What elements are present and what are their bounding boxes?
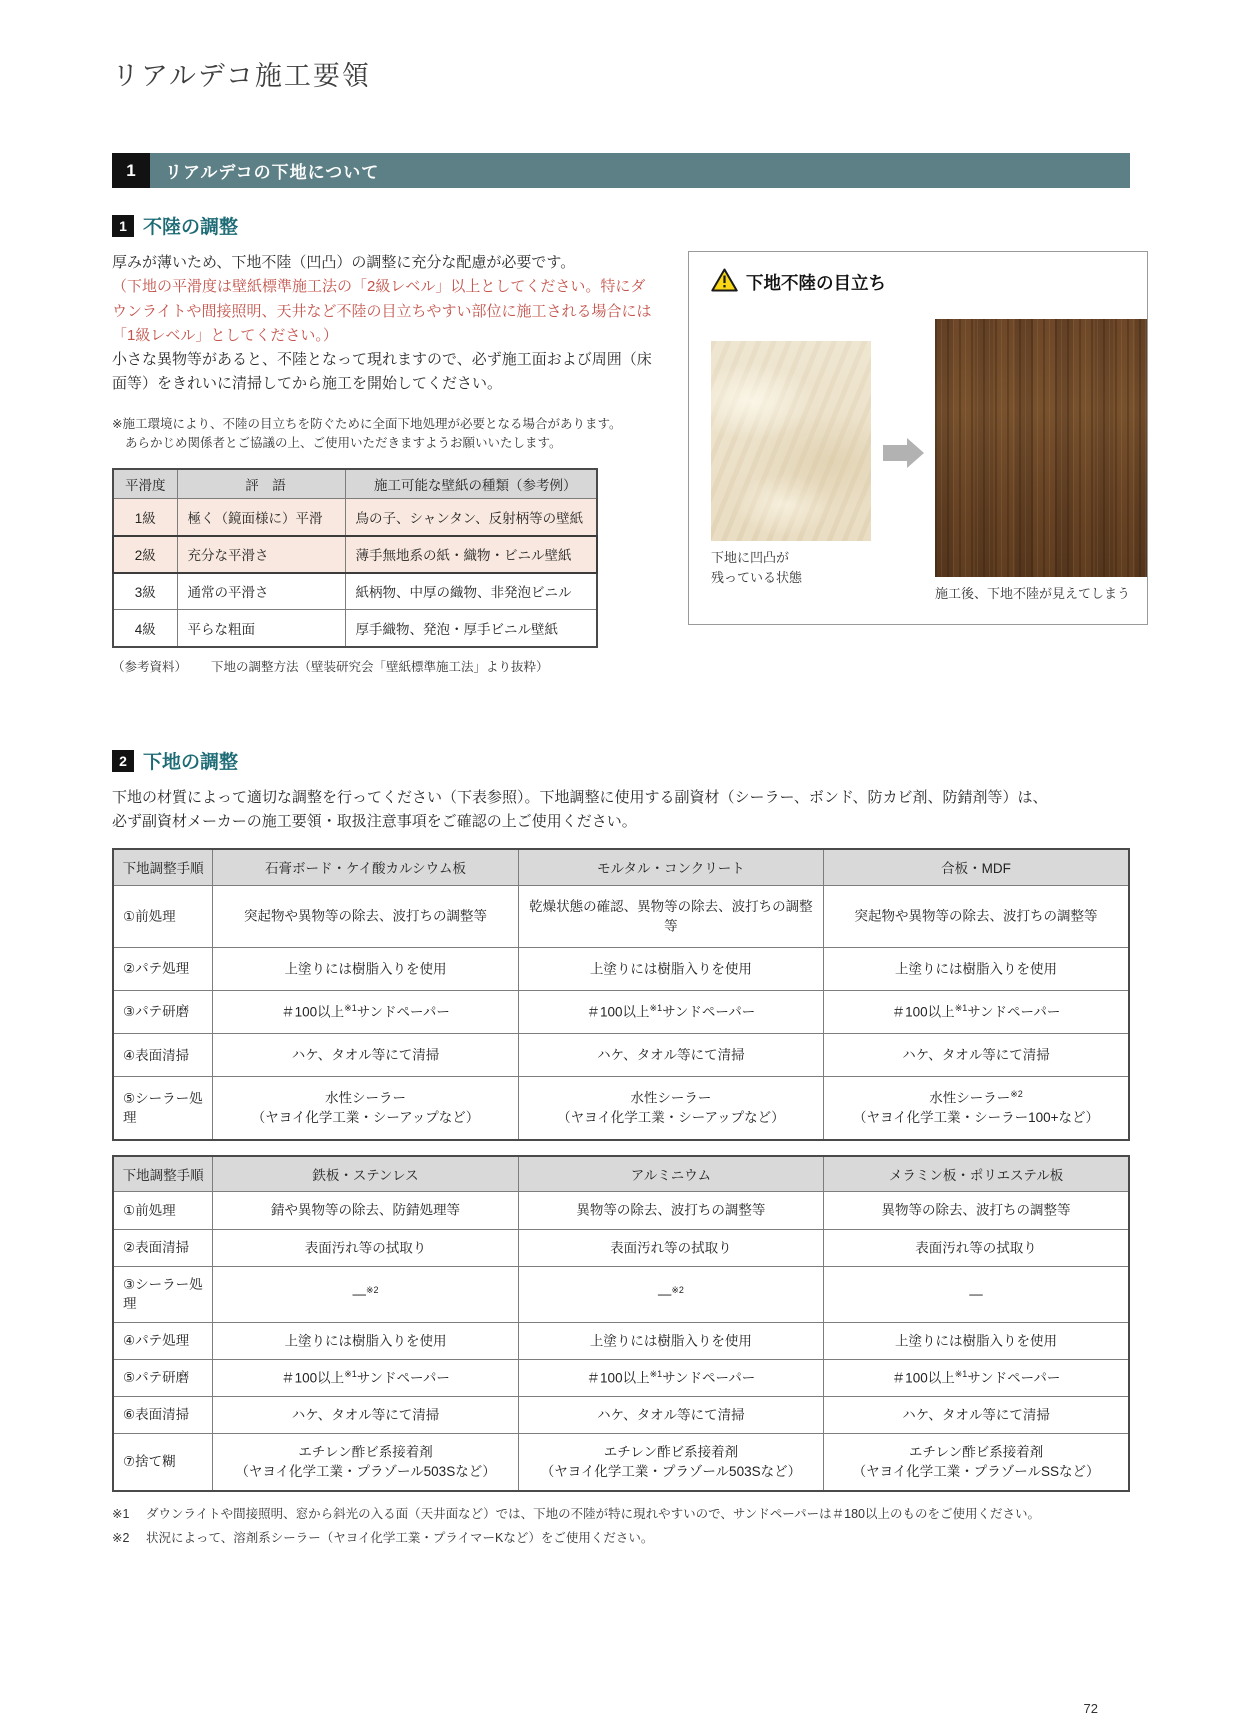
table-header-row [113, 849, 1129, 885]
figure-caption-right: 施工後、下地不陸が見えてしまう [935, 586, 1131, 601]
table-cell: ハケ、タオル等にて清掃 [824, 1396, 1129, 1433]
table-cell: 充分な平滑さ [177, 536, 345, 573]
table-cell: 紙柄物、中厚の織物、非発泡ビニル [345, 573, 597, 610]
intro-line: 必ず副資材メーカーの施工要領・取扱注意事項をご確認の上ご使用ください。 [112, 813, 637, 830]
section-1-number: 1 [112, 153, 150, 188]
table-row [113, 1433, 1129, 1490]
table-cell: 4級 [113, 610, 177, 647]
row-label: ⑥表面清掃 [113, 1396, 213, 1433]
table-row [113, 1034, 1129, 1077]
table-cell: エチレン酢ビ系接着剤 （ヤヨイ化学工業・プラゾール503Sなど） [213, 1433, 518, 1490]
row-label: ①前処理 [113, 1192, 213, 1229]
figure-content [711, 319, 1147, 604]
column-header: 合板・MDF [824, 849, 1129, 885]
table-cell: 1級 [113, 499, 177, 536]
column-header: 評 語 [177, 469, 345, 499]
row-label: ③シーラー処理 [113, 1266, 213, 1322]
subsection-1-heading [112, 212, 1130, 239]
table-header-row [113, 1156, 1129, 1192]
table-cell: ハケ、タオル等にて清掃 [824, 1034, 1129, 1077]
row-label: ⑤シーラー処理 [113, 1077, 213, 1140]
table-row [113, 1192, 1129, 1229]
footnote-1 [112, 1505, 1130, 1524]
table-cell: 表面汚れ等の拭取り [824, 1229, 1129, 1266]
table-row [113, 573, 597, 610]
row-label: ⑤パテ研磨 [113, 1359, 213, 1396]
footnote-label: ※2 [112, 1531, 130, 1546]
smoothness-table [112, 468, 598, 648]
table-row [113, 610, 597, 647]
table-cell: 上塗りには樹脂入りを使用 [824, 1322, 1129, 1359]
subsection-2-number: 2 [112, 750, 134, 772]
paragraph: 厚みが薄いため、下地不陸（凹凸）の調整に充分な配慮が必要です。 [112, 254, 576, 271]
subsection-2-heading [112, 747, 1130, 774]
note-line: あらかじめ関係者とご協議の上、ご使用いただきますようお願いいたします。 [125, 436, 562, 451]
caption-text: 下地の調整方法（壁装研究会「壁紙標準施工法」より抜粋） [211, 659, 549, 674]
table-cell: — [824, 1266, 1129, 1322]
table-cell: —$^{※2}$ [213, 1266, 518, 1322]
table-cell: 乾燥状態の確認、異物等の除去、波打ちの調整等 [518, 885, 823, 948]
table-cell: —$^{※2}$ [518, 1266, 823, 1322]
warning-icon [711, 268, 738, 297]
caption-label: （参考資料） [112, 659, 188, 674]
table-row [113, 885, 1129, 948]
table-cell: 厚手織物、発泡・厚手ビニル壁紙 [345, 610, 597, 647]
row-label: ①前処理 [113, 885, 213, 948]
table-cell: 水性シーラー （ヤヨイ化学工業・シーアップなど） [213, 1077, 518, 1140]
table-row [113, 1229, 1129, 1266]
table-cell: 上塗りには樹脂入りを使用 [213, 1322, 518, 1359]
column-header: モルタル・コンクリート [518, 849, 823, 885]
table-cell: ハケ、タオル等にて清掃 [518, 1396, 823, 1433]
subsection-1-number: 1 [112, 215, 134, 237]
column-header: アルミニウム [518, 1156, 823, 1192]
table-cell: ハケ、タオル等にて清掃 [518, 1034, 823, 1077]
section-1-title: リアルデコの下地について [165, 163, 380, 182]
column-header: メラミン板・ポリエステル板 [824, 1156, 1129, 1192]
table-row [113, 1322, 1129, 1359]
subsection-2-intro [112, 786, 1130, 834]
table-cell: 表面汚れ等の拭取り [213, 1229, 518, 1266]
table-cell: ハケ、タオル等にて清掃 [213, 1396, 518, 1433]
table-cell: 薄手無地系の紙・織物・ビニル壁紙 [345, 536, 597, 573]
figure-right-column [935, 319, 1147, 604]
table-cell: 水性シーラー$^{※2}$ （ヤヨイ化学工業・シーラー100+など） [824, 1077, 1129, 1140]
figure-left-column [711, 341, 871, 604]
arrow-column [871, 319, 935, 604]
table-cell: 錆や異物等の除去、防錆処理等 [213, 1192, 518, 1229]
note [112, 415, 660, 454]
column-header: 下地調整手順 [113, 849, 213, 885]
row-label: ④パテ処理 [113, 1322, 213, 1359]
table-cell: ＃100以上$^{※1}$サンドペーパー [518, 991, 823, 1034]
table-cell: 突起物や異物等の除去、波打ちの調整等 [213, 885, 518, 948]
table-cell: 水性シーラー （ヤヨイ化学工業・シーアップなど） [518, 1077, 823, 1140]
table-cell: 異物等の除去、波打ちの調整等 [824, 1192, 1129, 1229]
table-row [113, 948, 1129, 991]
footnote-text: ダウンライトや間接照明、窓から斜光の入る面（天井面など）では、下地の不陸が特に現れやすいので、サンドペーパーは＃180以上のものをご使用ください。 [146, 1506, 1040, 1521]
alert-paragraph: （下地の平滑度は壁紙標準施工法の「2級レベル」以上としてください。特にダウンライトや間接照明、天井など不陸の目立ちやすい部位に施工される場合には「1級レベル」としてください。） [112, 278, 652, 344]
row-label: ②パテ処理 [113, 948, 213, 991]
intro-line: 下地の材質によって適切な調整を行ってください（下表参照）。下地調整に使用する副資材（シーラー、ボンド、防カビ剤、防錆剤等）は、 [112, 789, 1048, 806]
table-row [113, 1359, 1129, 1396]
substrate-adjustment-table-metals [112, 1155, 1130, 1492]
table-cell: 表面汚れ等の拭取り [518, 1229, 823, 1266]
table-cell: 上塗りには樹脂入りを使用 [824, 948, 1129, 991]
table-cell: ＃100以上$^{※1}$サンドペーパー [824, 991, 1129, 1034]
table-cell: ＃100以上$^{※1}$サンドペーパー [213, 1359, 518, 1396]
table-row [113, 1396, 1129, 1433]
table-cell: 極く（鏡面様に）平滑 [177, 499, 345, 536]
page-number: 72 [1083, 1701, 1098, 1716]
unevenness-figure-box [688, 251, 1148, 625]
table-cell: 2級 [113, 536, 177, 573]
footnote-text: 状況によって、溶剤系シーラー（ヤヨイ化学工業・プライマーKなど）をご使用ください。 [146, 1531, 654, 1546]
footnote-2 [112, 1529, 1130, 1548]
page-title: リアルデコ施工要領 [112, 61, 371, 91]
table-cell: 平らな粗面 [177, 610, 345, 647]
table-cell: 上塗りには樹脂入りを使用 [213, 948, 518, 991]
table-row [113, 1266, 1129, 1322]
section-1-text-column [112, 251, 660, 723]
table-cell: 3級 [113, 573, 177, 610]
table-cell: 突起物や異物等の除去、波打ちの調整等 [824, 885, 1129, 948]
figure-title-row [711, 268, 1147, 297]
table-cell: 上塗りには樹脂入りを使用 [518, 948, 823, 991]
table-cell: ハケ、タオル等にて清掃 [213, 1034, 518, 1077]
uneven-substrate-photo [711, 341, 871, 541]
table-cell: ＃100以上$^{※1}$サンドペーパー [213, 991, 518, 1034]
column-header: 下地調整手順 [113, 1156, 213, 1192]
table-row [113, 1077, 1129, 1140]
table-cell: 上塗りには樹脂入りを使用 [518, 1322, 823, 1359]
column-header: 鉄板・ステンレス [213, 1156, 518, 1192]
paragraph: 小さな異物等があると、不陸となって現れますので、必ず施工面および周囲（床面等）をきれいに清掃してから施工を開始してください。 [112, 351, 652, 393]
table-cell: ＃100以上$^{※1}$サンドペーパー [824, 1359, 1129, 1396]
table-row [113, 499, 597, 536]
subsection-2-title: 下地の調整 [143, 752, 239, 773]
row-label: ③パテ研磨 [113, 991, 213, 1034]
figure-title: 下地不陸の目立ち [746, 273, 886, 293]
subsection-1-title: 不陸の調整 [143, 217, 239, 238]
row-label: ④表面清掃 [113, 1034, 213, 1077]
table-cell: エチレン酢ビ系接着剤 （ヤヨイ化学工業・プラゾール503Sなど） [518, 1433, 823, 1490]
table-cell: 異物等の除去、波打ちの調整等 [518, 1192, 823, 1229]
table-row [113, 536, 597, 573]
table-header-row [113, 469, 597, 499]
table-cell: エチレン酢ビ系接着剤 （ヤヨイ化学工業・プラゾールSSなど） [824, 1433, 1129, 1490]
footnote-label: ※1 [112, 1506, 130, 1521]
table-caption [112, 657, 660, 675]
table-cell: ＃100以上$^{※1}$サンドペーパー [518, 1359, 823, 1396]
table-row [113, 991, 1129, 1034]
section-1-banner [112, 153, 1130, 188]
substrate-adjustment-table-boards [112, 848, 1130, 1141]
column-header: 平滑度 [113, 469, 177, 499]
arrow-right-icon [883, 437, 924, 469]
figure-caption-left: 下地に凹凸が 残っている状態 [711, 550, 803, 585]
column-header: 施工可能な壁紙の種類（参考例） [345, 469, 597, 499]
row-label: ②表面清掃 [113, 1229, 213, 1266]
row-label: ⑦捨て糊 [113, 1433, 213, 1490]
table-cell: 鳥の子、シャンタン、反射柄等の壁紙 [345, 499, 597, 536]
section-1-body [112, 251, 1130, 723]
column-header: 石膏ボード・ケイ酸カルシウム板 [213, 849, 518, 885]
table-cell: 通常の平滑さ [177, 573, 345, 610]
finished-wood-photo [935, 319, 1147, 577]
note-line: ※施工環境により、不陸の目立ちを防ぐために全面下地処理が必要となる場合があります。 [112, 416, 622, 431]
